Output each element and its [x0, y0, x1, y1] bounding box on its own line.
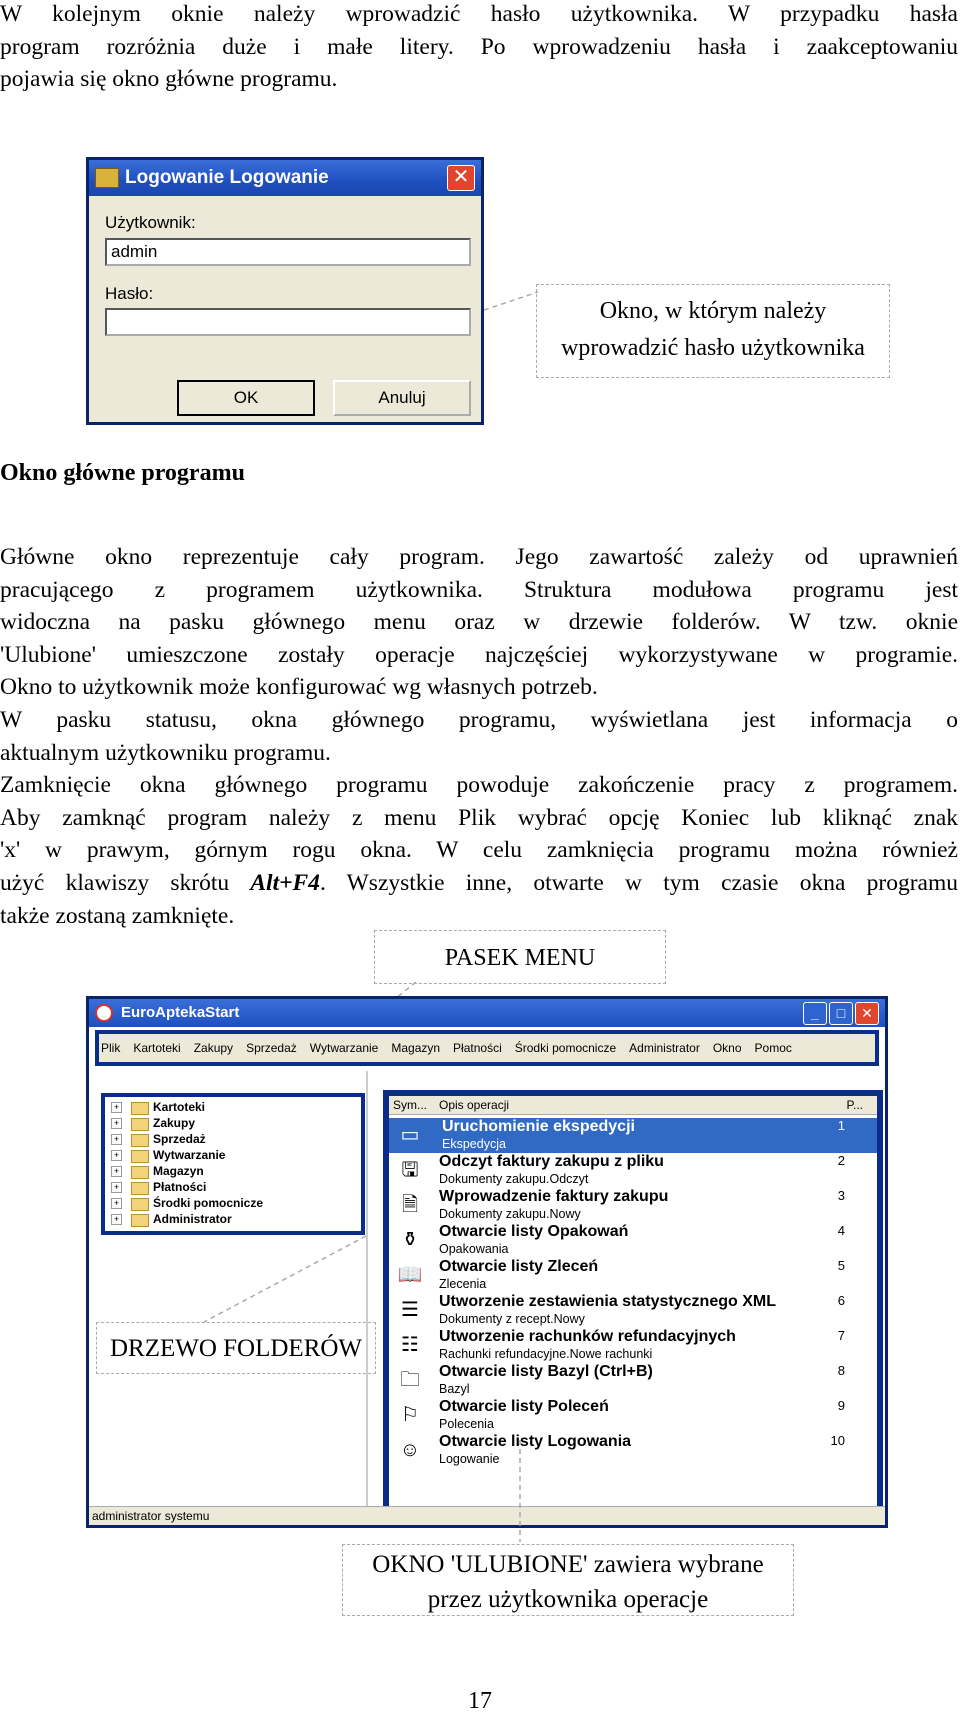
ok-button[interactable]: OK [177, 380, 315, 416]
text-line: także zostaną zamknięte. [0, 902, 235, 929]
book-icon: 📖 [397, 1264, 423, 1286]
disk-icon: 🖫 [401, 1159, 419, 1181]
menu-item[interactable]: Sprzedaż [246, 1041, 297, 1055]
favorite-subtitle: Zlecenia [439, 1277, 487, 1291]
favorite-row[interactable] [389, 1258, 877, 1293]
favorite-row[interactable] [389, 1153, 877, 1188]
text-run: . Wszystkie inne, otwarte w tym czasie okna programu [319, 869, 958, 896]
menu-item[interactable]: Plik [101, 1041, 121, 1055]
favorite-subtitle: Rachunki refundacyjne.Nowe rachunki [439, 1347, 653, 1361]
text-line: 'x' w prawym, górnym rogu okna. W celu zamknięcia programu można również [0, 837, 958, 864]
favorite-title: Uruchomienie ekspedycji [439, 1118, 638, 1136]
section-heading: Okno główne programu [0, 460, 245, 486]
menu-bar [95, 1030, 879, 1066]
password-field[interactable] [105, 308, 471, 336]
callout-login [536, 284, 890, 378]
menu-item[interactable]: Administrator [629, 1041, 700, 1055]
favorites-window [383, 1090, 883, 1522]
callout-line: OKNO 'ULUBIONE' zawiera wybrane [372, 1551, 764, 1578]
favorite-subtitle: Bazyl [439, 1382, 470, 1396]
favorite-number: 8 [837, 1363, 845, 1378]
tree-item[interactable]: + Płatności [105, 1179, 361, 1195]
favorite-number: 5 [837, 1258, 845, 1273]
tree-item[interactable]: + Wytwarzanie [105, 1147, 361, 1163]
callout-favorites [342, 1544, 794, 1616]
favorite-title: Odczyt faktury zakupu z pliku [439, 1153, 664, 1170]
favorite-row[interactable] [389, 1363, 877, 1398]
flag-icon: ⚐ [401, 1404, 419, 1426]
text-line: aktualnym użytkowniku programu. [0, 739, 331, 766]
column-header[interactable]: Opis operacji [439, 1098, 510, 1112]
body-paragraph [0, 541, 958, 932]
user-label: Użytkownik: [105, 213, 196, 232]
callout-menu: PASEK MENU [374, 930, 666, 984]
text-line: Aby zamknąć program należy z menu Plik wybrać opcję Koniec lub kliknąć znak [0, 804, 958, 831]
menu-item[interactable]: Wytwarzanie [309, 1041, 379, 1055]
shortcut-text: Alt+F4 [250, 869, 320, 896]
favorite-row[interactable] [389, 1433, 877, 1468]
favorite-title: Otwarcie listy Poleceń [439, 1398, 609, 1415]
tree-item[interactable]: + Zakupy [105, 1115, 361, 1131]
key-icon [95, 168, 119, 188]
favorites-header [389, 1096, 877, 1115]
favorite-row[interactable] [389, 1293, 877, 1328]
text-line: Główne okno reprezentuje cały program. Jego zawartość zależy od uprawnień [0, 544, 958, 570]
text-line: Zamknięcie okna głównego programu powoduje zakończenie pracy z programem. [0, 772, 958, 799]
favorite-number: 10 [830, 1433, 845, 1448]
favorite-title: Otwarcie listy Opakowań [439, 1223, 629, 1240]
login-dialog [86, 157, 484, 425]
bottle-icon: ⚱ [401, 1229, 419, 1251]
menu-item[interactable]: Płatności [453, 1041, 502, 1055]
callout-connector [484, 290, 540, 320]
minimize-button[interactable]: _ [803, 1002, 827, 1025]
favorite-number: 7 [837, 1328, 845, 1343]
favorite-title: Utworzenie zestawienia statystycznego XML [439, 1293, 776, 1310]
app-logo-icon [95, 1004, 113, 1022]
text-line [0, 867, 958, 900]
menu-item[interactable]: Środki pomocnicze [514, 1041, 617, 1055]
favorite-row[interactable] [389, 1328, 877, 1363]
favorite-number: 9 [837, 1398, 845, 1413]
favorite-number: 3 [837, 1188, 845, 1203]
monitor-icon: ▭ [400, 1124, 420, 1146]
app-titlebar [89, 999, 885, 1027]
favorite-subtitle: Dokumenty z recept.Nowy [439, 1312, 585, 1326]
text-line: W kolejnym oknie należy wprowadzić hasło użytkownika. W przypadku hasła [0, 1, 958, 27]
callout-line: Okno, w którym należy [599, 298, 827, 324]
folder-icon: 🗀 [400, 1369, 420, 1391]
menu-item[interactable]: Kartoteki [133, 1041, 181, 1055]
maximize-button[interactable]: □ [829, 1002, 853, 1025]
menu-item[interactable]: Magazyn [391, 1041, 441, 1055]
favorite-title: Wprowadzenie faktury zakupu [439, 1188, 669, 1205]
app-title: EuroAptekaStart [121, 1004, 240, 1021]
page-number: 17 [468, 1688, 492, 1714]
favorite-title: Utworzenie rachunków refundacyjnych [439, 1328, 736, 1345]
text-line: W pasku statusu, okna głównego programu, wyświetlana jest informacja o [0, 706, 958, 733]
column-header[interactable]: Sym... [393, 1098, 428, 1112]
close-button[interactable]: ✕ [447, 165, 475, 191]
favorite-number: 6 [837, 1293, 845, 1308]
menu-item[interactable]: Okno [712, 1041, 742, 1055]
callout-line: wprowadzić hasło użytkownika [561, 335, 865, 361]
menu-item[interactable]: Zakupy [193, 1041, 234, 1055]
dialog-title: Logowanie Logowanie [125, 167, 329, 188]
favorite-subtitle: Dokumenty zakupu.Odczyt [439, 1172, 589, 1186]
list-icon: ☰ [401, 1299, 419, 1321]
callout-line: przez użytkownika operacje [427, 1586, 709, 1613]
callout-tree: DRZEWO FOLDERÓW [96, 1322, 376, 1374]
favorite-subtitle: Logowanie [439, 1452, 500, 1466]
favorite-subtitle: Opakowania [439, 1242, 509, 1256]
folder-tree [101, 1093, 365, 1235]
favorite-subtitle: Dokumenty zakupu.Nowy [439, 1207, 581, 1221]
favorite-title: Otwarcie listy Bazyl (Ctrl+B) [439, 1363, 653, 1380]
tree-item[interactable]: + Sprzedaż [105, 1131, 361, 1147]
document-icon: 🗎 [401, 1194, 419, 1216]
callout-connector [500, 1440, 540, 1544]
favorite-title: Otwarcie listy Logowania [439, 1433, 632, 1450]
text-line: 'Ulubione' umieszczone zostały operacje najczęściej wykorzystywane w programie. [0, 641, 958, 668]
menu-item[interactable]: Pomoc [754, 1041, 792, 1055]
user-field[interactable]: admin [105, 238, 471, 266]
callout-connector [170, 1232, 370, 1326]
cancel-button[interactable]: Anuluj [333, 380, 471, 416]
text-line: pracującego z programem użytkownika. Struktura modułowa programu jest [0, 576, 958, 603]
favorite-number: 4 [837, 1223, 845, 1238]
favorite-row[interactable] [389, 1118, 877, 1153]
favorite-number: 1 [837, 1118, 845, 1133]
intro-paragraph [0, 0, 958, 96]
tree-item[interactable]: + Magazyn [105, 1163, 361, 1179]
favorite-number: 2 [837, 1153, 845, 1168]
text-run: użyć klawiszy skrótu [0, 869, 251, 896]
status-bar: administrator systemu [89, 1506, 885, 1525]
tree-item[interactable]: + Administrator [105, 1211, 361, 1227]
text-line: Okno to użytkownik może konfigurować wg własnych potrzeb. [0, 674, 598, 701]
column-header[interactable]: P... [846, 1098, 863, 1112]
documents-icon: ☷ [401, 1334, 419, 1356]
close-button[interactable]: ✕ [855, 1002, 879, 1025]
favorite-subtitle: Ekspedycja [439, 1136, 509, 1152]
favorite-row[interactable] [389, 1398, 877, 1433]
text-line: widoczna na pasku głównego menu oraz w drzewie folderów. W tzw. oknie [0, 609, 958, 636]
text-line: program rozróżnia duże i małe litery. Po wprowadzeniu hasła i zaakceptowaniu [0, 33, 958, 60]
tree-item[interactable]: + Kartoteki [105, 1099, 361, 1115]
password-label: Hasło: [105, 284, 154, 303]
tree-item[interactable]: + Środki pomocnicze [105, 1195, 361, 1211]
favorite-title: Otwarcie listy Zleceń [439, 1258, 599, 1275]
favorite-row[interactable] [389, 1188, 877, 1223]
text-line: pojawia się okno główne programu. [0, 66, 338, 93]
smiley-icon: ☺ [399, 1439, 421, 1461]
dialog-titlebar [89, 160, 481, 196]
favorite-row[interactable] [389, 1223, 877, 1258]
favorite-subtitle: Polecenia [439, 1417, 494, 1431]
